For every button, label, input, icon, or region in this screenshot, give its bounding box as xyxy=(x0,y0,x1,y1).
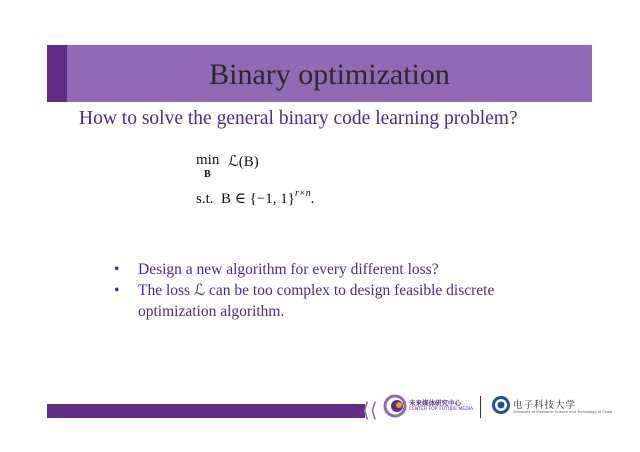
bullet-item xyxy=(114,280,574,322)
bullet-marker: • xyxy=(114,282,120,299)
bullet-item xyxy=(114,259,574,280)
future-media-subtitle: CENTER FOR FUTURE MEDIA xyxy=(409,407,474,412)
bullet-marker: • xyxy=(114,261,120,278)
formula-constraint xyxy=(196,188,314,208)
uestc-name: 电子科技大学 xyxy=(513,400,577,411)
formula-constraint-superscript: r×n xyxy=(294,188,311,199)
uestc-seal-icon xyxy=(491,395,511,415)
bullet-text: Design a new algorithm for every different loss? xyxy=(138,261,439,278)
future-media-name: 未来媒体研究中心 xyxy=(409,399,461,407)
footer-chevron-icon: ⟨⟨ xyxy=(362,398,378,422)
formula-st-label: s.t. xyxy=(196,191,214,207)
formula-loss-expression: ℒ(B) xyxy=(228,154,259,170)
bullet-text: The loss ℒ can be too complex to design feasible discrete optimization algorithm. xyxy=(138,282,495,320)
formula-constraint-period: . xyxy=(310,191,315,207)
bullet-list xyxy=(114,259,574,322)
formula-min-operator: min xyxy=(196,152,220,168)
slide-subtitle: How to solve the general binary code learning problem? xyxy=(79,108,518,129)
formula-constraint-expression: B ∈ {−1, 1} xyxy=(221,191,295,207)
formula-min-subscript: B xyxy=(204,169,211,180)
slide-title: Binary optimization xyxy=(209,58,450,91)
footer-bar xyxy=(47,404,365,418)
title-accent xyxy=(47,45,67,102)
footer-divider xyxy=(480,396,481,418)
uestc-subtitle: University of Electronic Science and Technology of China xyxy=(513,410,613,414)
